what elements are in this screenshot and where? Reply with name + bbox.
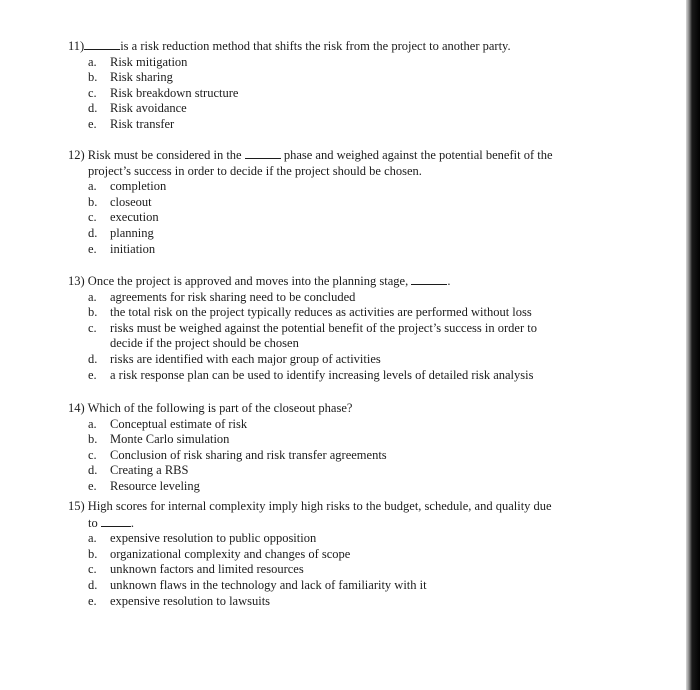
option-continuation: decide if the project should be chosen bbox=[110, 336, 299, 351]
option-a[interactable]: a. agreements for risk sharing need to be concluded bbox=[88, 289, 356, 304]
question-number: 15) bbox=[68, 499, 85, 513]
answer-blank bbox=[411, 273, 447, 285]
question-number: 11) bbox=[68, 39, 85, 53]
answer-blank bbox=[245, 147, 281, 159]
option-c[interactable]: c. Risk breakdown structure bbox=[88, 85, 239, 100]
option-c[interactable]: c. unknown factors and limited resources bbox=[88, 562, 304, 577]
stem-text: Which of the following is part of the closeout phase? bbox=[87, 401, 353, 415]
stem-line-2: to . bbox=[88, 515, 134, 530]
question-13 bbox=[68, 273, 648, 383]
option-list bbox=[88, 179, 628, 257]
question-number: 12) bbox=[68, 148, 85, 162]
question-15 bbox=[68, 499, 648, 609]
stem-text: High scores for internal complexity imply high risks to the budget, schedule, and quality due bbox=[87, 499, 552, 513]
option-b[interactable]: b. Risk sharing bbox=[88, 70, 173, 85]
question-stem bbox=[68, 273, 648, 290]
option-b[interactable]: b. closeout bbox=[88, 194, 152, 209]
option-d[interactable]: d. Risk avoidance bbox=[88, 101, 187, 116]
option-e[interactable]: e. Resource leveling bbox=[88, 478, 200, 493]
question-11 bbox=[68, 38, 628, 133]
option-list bbox=[88, 55, 628, 133]
option-a[interactable]: a. Conceptual estimate of risk bbox=[88, 416, 248, 431]
option-b[interactable]: b. the total risk on the project typically reduces as activities are performed without loss bbox=[88, 305, 532, 320]
option-c[interactable]: c. risks must be weighed against the potential benefit of the project’s success in order to decide if the project should be chosen bbox=[88, 321, 648, 352]
option-list bbox=[88, 290, 648, 384]
question-number: 13) bbox=[68, 274, 85, 288]
question-stem bbox=[68, 499, 648, 515]
question-stem bbox=[68, 147, 628, 164]
answer-blank bbox=[101, 515, 131, 527]
right-edge-shadow bbox=[686, 0, 700, 690]
option-d[interactable]: d. planning bbox=[88, 225, 154, 240]
option-d[interactable]: d. risks are identified with each major group of activities bbox=[88, 351, 381, 366]
option-list bbox=[88, 531, 648, 609]
stem-text: phase and weighed against the potential benefit of the bbox=[283, 148, 553, 162]
question-14 bbox=[68, 401, 628, 495]
option-d[interactable]: d. unknown flaws in the technology and lack of familiarity with it bbox=[88, 577, 427, 592]
question-stem bbox=[68, 38, 628, 55]
option-a[interactable]: a. expensive resolution to public opposition bbox=[88, 531, 317, 546]
stem-text: . bbox=[447, 274, 451, 288]
option-b[interactable]: b. Monte Carlo simulation bbox=[88, 432, 230, 447]
stem-line-2: project’s success in order to decide if the project should be chosen. bbox=[88, 163, 422, 178]
option-c[interactable]: c. execution bbox=[88, 210, 159, 225]
option-b[interactable]: b. organizational complexity and changes of scope bbox=[88, 546, 351, 561]
option-c[interactable]: c. Conclusion of risk sharing and risk transfer agreements bbox=[88, 447, 387, 462]
option-d[interactable]: d. Creating a RBS bbox=[88, 463, 189, 478]
option-e[interactable]: e. Risk transfer bbox=[88, 116, 175, 131]
option-a[interactable]: a. completion bbox=[88, 179, 167, 194]
question-number: 14) bbox=[68, 401, 85, 415]
question-12 bbox=[68, 147, 628, 257]
stem-text: Risk must be considered in the bbox=[87, 148, 242, 162]
option-e[interactable]: e. a risk response plan can be used to identify increasing levels of detailed risk analysis bbox=[88, 367, 534, 382]
option-e[interactable]: e. expensive resolution to lawsuits bbox=[88, 593, 271, 608]
option-e[interactable]: e. initiation bbox=[88, 241, 156, 256]
answer-blank bbox=[84, 38, 120, 50]
stem-text: is a risk reduction method that shifts the risk from the project to another party. bbox=[120, 39, 511, 53]
stem-text: Once the project is approved and moves into the planning stage, bbox=[87, 274, 409, 288]
option-list bbox=[88, 417, 628, 495]
option-a[interactable]: a. Risk mitigation bbox=[88, 54, 188, 69]
question-stem bbox=[68, 401, 628, 417]
